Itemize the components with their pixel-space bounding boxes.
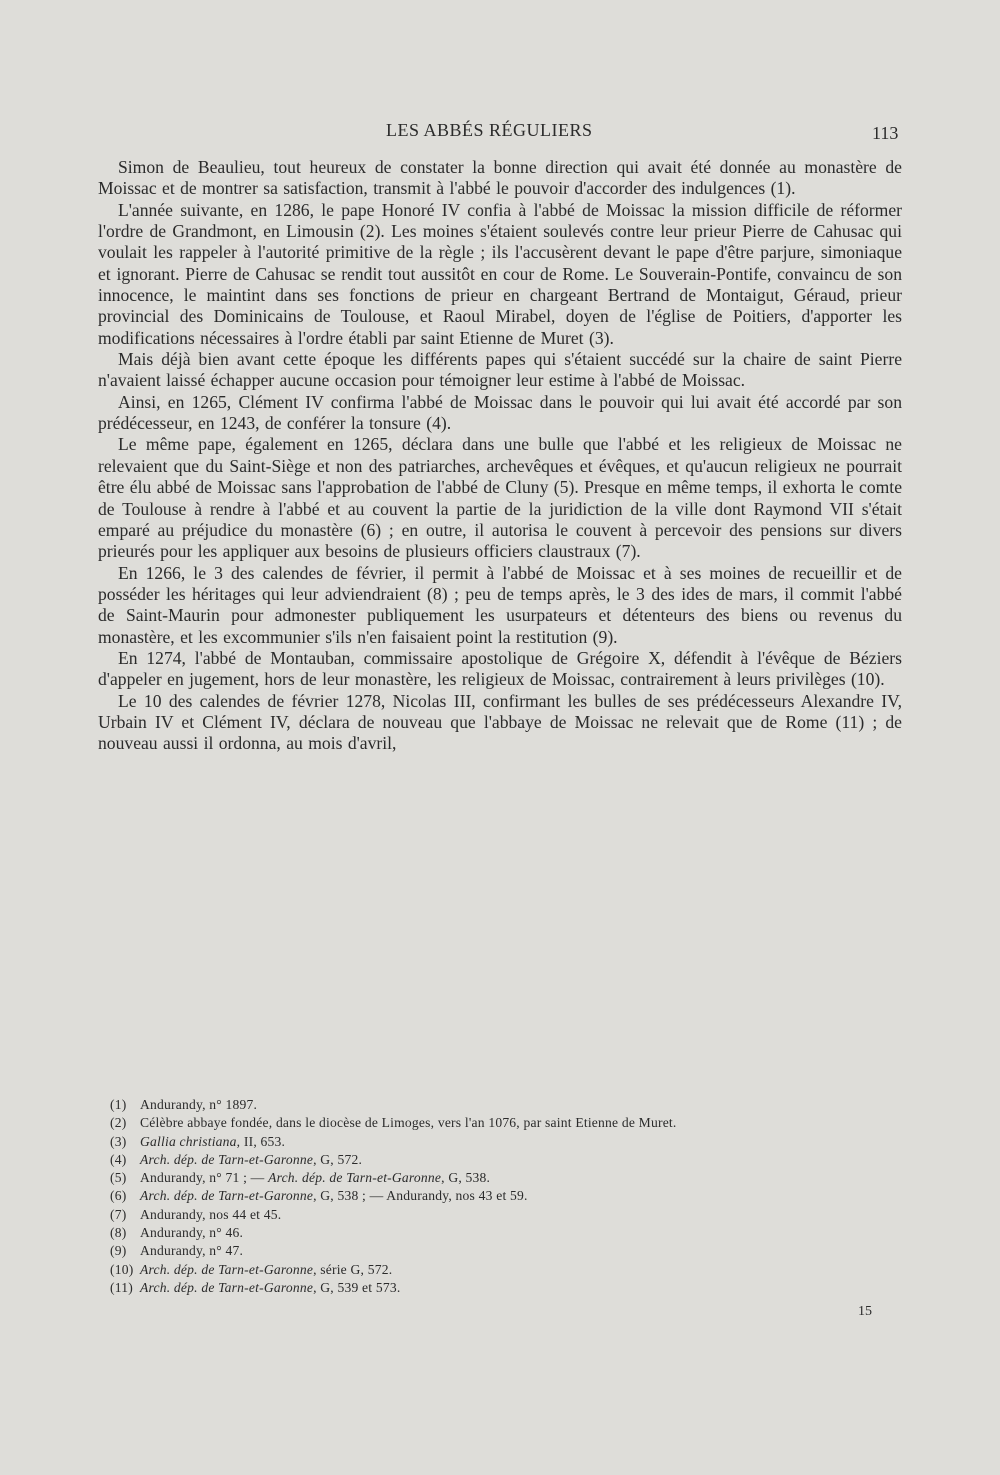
paragraph: L'année suivante, en 1286, le pape Honoré IV confia à l'abbé de Moissac la mission difficile de réformer l'ordre de Grandmont, en Limousin (2). Les moines s'étaient soulevés contre leur prieur Pierre de Cahusac qui voulait les rappeler à l'autorité primitive de la règle ; ils l'accusèrent devant le pape d'être parjure, simoniaque et ignorant. Pierre de Cahusac se rendit tout aussitôt en cour de Rome. Le Souverain-Pontife, convaincu de son innocence, le maintint dans ses fonctions de prieur en chargeant Bertrand de Montaigut, Géraud, prieur provincial des Dominicains de Toulouse, et Raoul Mirabel, doyen de l'église de Poitiers, d'apporter les modifications nécessaires à l'ordre établi par saint Etienne de Muret (3). [98, 199, 902, 348]
footnote-text: Arch. dép. de Tarn-et-Garonne [268, 1170, 442, 1186]
footnote-text: Andurandy, nos 44 et 45. [140, 1206, 282, 1222]
footnote-number: (8) [110, 1225, 127, 1241]
footnote-number: (1) [110, 1097, 127, 1112]
footnote-text: , G, 538 ; — Andurandy, nos 43 et 59. [313, 1188, 528, 1204]
footnote [110, 1096, 890, 1114]
footnote-number: (7) [110, 1206, 127, 1222]
footnote-text: , G, 539 et 573. [313, 1279, 401, 1295]
footnote-number: (9) [110, 1243, 127, 1259]
footnote-text: Gallia christiana [140, 1133, 237, 1149]
footnote-text: Arch. dép. de Tarn-et-Garonne [140, 1188, 314, 1204]
paragraph: Le même pape, également en 1265, déclara dans une bulle que l'abbé et les religieux de Moissac ne relevaient que du Saint-Siège et non des patriarches, archevêques et évêques, et qu'aucun religieux ne pourrait être élu abbé de Moissac sans l'approbation de l'abbé de Cluny (5). Presque en même temps, il exhorta le comte de Toulouse à rendre à l'abbé et au couvent la partie de la juridiction de la ville dont Raymond VII s'était emparé au préjudice du monastère (6) ; en outre, il autorisa le couvent à percevoir des pensions sur divers prieurés pour les appliquer aux besoins de plusieurs officiers claustraux (7). [98, 434, 902, 562]
footnote [110, 1206, 890, 1224]
running-title: LES ABBÉS RÉGULIERS [386, 120, 593, 140]
footnote [110, 1151, 890, 1169]
footnote [110, 1279, 890, 1297]
footnote-text: Andurandy, n° 1897. [140, 1097, 258, 1112]
paragraph: Simon de Beaulieu, tout heureux de constater la bonne direction qui avait été donnée au monastère de Moissac et de montrer sa satisfaction, transmit à l'abbé le pouvoir d'accorder des indulgences (1). [98, 157, 902, 199]
footnote-number: (2) [110, 1115, 127, 1131]
footnote [110, 1224, 890, 1242]
footnote-number: (4) [110, 1151, 127, 1167]
footnote [110, 1169, 890, 1187]
footnote-text: , G, 572. [313, 1151, 363, 1167]
footnote-text: Célèbre abbaye fondée, dans le diocèse de Limoges, vers l'an 1076, par saint Etienne de Muret. [140, 1115, 677, 1131]
paragraph: Ainsi, en 1265, Clément IV confirma l'abbé de Moissac dans le pouvoir qui lui avait été accordé par son prédécesseur, en 1243, de conférer la tonsure (4). [98, 391, 902, 434]
footnotes [110, 1096, 890, 1297]
footnote-text: Arch. dép. de Tarn-et-Garonne [140, 1261, 314, 1277]
footnote-text: Andurandy, n° 47. [140, 1243, 244, 1259]
page-number: 113 [872, 123, 899, 143]
signature-mark: 15 [858, 1304, 872, 1319]
paragraph: Mais déjà bien avant cette époque les différents papes qui s'étaient succédé sur la chaire de saint Pierre n'avaient laissé échapper aucune occasion pour témoigner leur estime à l'abbé de Moissac. [98, 349, 902, 391]
paragraph: En 1274, l'abbé de Montauban, commissaire apostolique de Grégoire X, défendit à l'évêque de Béziers d'appeler en jugement, hors de leur monastère, les religieux de Moissac, contrairement à leurs privilèges (10). [98, 647, 902, 690]
body-text [98, 157, 902, 755]
footnote-text: , G, 538. [441, 1170, 491, 1186]
paragraph: Le 10 des calendes de février 1278, Nicolas III, confirmant les bulles de ses prédécesseurs Alexandre IV, Urbain IV et Clément IV, déclara de nouveau que l'abbaye de Moissac ne relevait que de Rome (11) ; de nouveau aussi il ordonna, au mois d'avril, [98, 690, 902, 754]
footnote [110, 1261, 890, 1279]
footnote-number: (6) [110, 1188, 127, 1204]
footnote-text: , série G, 572. [313, 1261, 393, 1277]
footnote-number: (5) [110, 1170, 127, 1186]
footnote-text: Andurandy, n° 71 ; — [140, 1170, 269, 1186]
footnote [110, 1114, 890, 1132]
running-head [0, 120, 1000, 144]
footnote-text: Andurandy, n° 46. [140, 1225, 244, 1241]
footnote [110, 1187, 890, 1205]
footnote-number: (11) [110, 1279, 133, 1295]
paragraph: En 1266, le 3 des calendes de février, il permit à l'abbé de Moissac et à ses moines de recueillir et de posséder les héritages qui leur adviendraient (8) ; peu de temps après, le 3 des ides de mars, il commit l'abbé de Saint-Maurin pour admonester publiquement les usurpateurs et détenteurs des biens ou revenus du monastère, et les excommunier s'ils n'en faisaient point la restitution (9). [98, 562, 902, 647]
footnote-text: Arch. dép. de Tarn-et-Garonne [140, 1151, 314, 1167]
footnote-text: , II, 653. [236, 1133, 286, 1149]
footnote-number: (3) [110, 1133, 127, 1149]
footnote-text: Arch. dép. de Tarn-et-Garonne [140, 1279, 314, 1295]
footnote [110, 1133, 890, 1151]
footnote [110, 1242, 890, 1260]
footnote-number: (10) [110, 1261, 134, 1277]
